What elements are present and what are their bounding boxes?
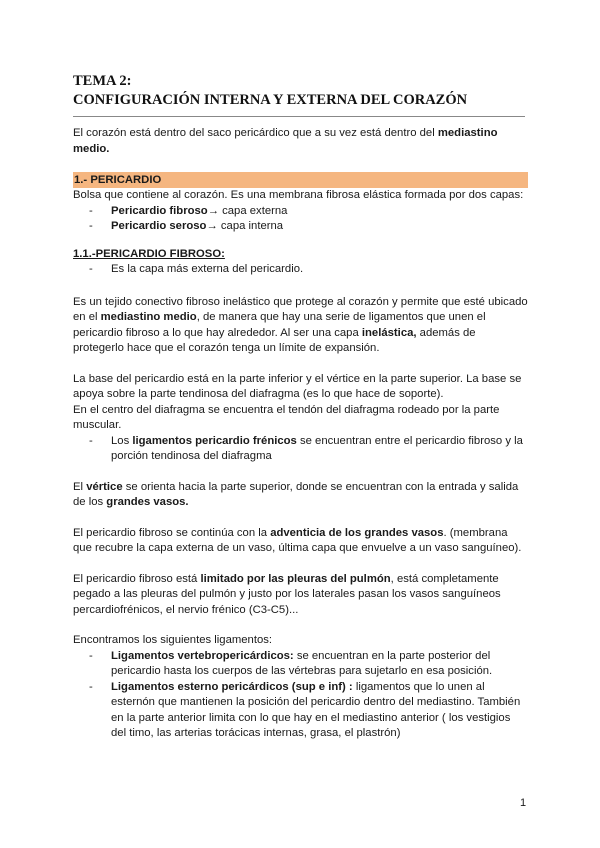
section-heading-pericardio: 1.- PERICARDIO (73, 172, 528, 188)
document-page (73, 72, 528, 742)
paragraph-tendon-diafragma: En el centro del diafragma se encuentra el tendón del diafragma rodeado por la parte muscular. (73, 403, 500, 431)
intro-paragraph: El corazón está dentro del saco pericárdico que a su vez está dentro del mediastino medio. (73, 127, 498, 155)
title-rule (73, 116, 525, 117)
pericardio-layers-list (73, 204, 528, 235)
ligamentos-list (73, 649, 528, 742)
title-line-2: CONFIGURACIÓN INTERNA Y EXTERNA DEL CORAZÓN (73, 92, 468, 108)
list-item: - Pericardio seroso→ capa interna (73, 219, 528, 235)
paragraph-ligamentos-intro: Encontramos los siguientes ligamentos: (73, 634, 273, 646)
paragraph-vertice: El vértice se orienta hacia la parte superior, donde se encuentran con la entrada y salida de los grandes vasos. (73, 480, 519, 508)
paragraph-adventicia: El pericardio fibroso se continúa con la adventicia de los grandes vasos. (membrana que recubre la capa externa de un vaso, última capa que envuelve a un vaso sanguíneo). (73, 526, 522, 554)
paragraph-pleuras: El pericardio fibroso está limitado por las pleuras del pulmón, está completamente pegado a las pleuras del pulmón y justo por los laterales pasan los vasos sanguíneos percardiofrénicos, el nervio frénico (C3-C5)... (73, 572, 501, 616)
pericardio-description: Bolsa que contiene al corazón. Es una membrana fibrosa elástica formada por dos capas: (73, 189, 524, 201)
paragraph-base-pericardio: La base del pericardio está en la parte inferior y el vértice en la parte superior. La base se apoya sobre la parte tendinosa del diafragma (es lo que hace de soporte). (73, 372, 522, 400)
pericardio-fibroso-list (73, 262, 528, 278)
title-line-1: TEMA 2: (73, 73, 132, 89)
paragraph-tejido-conectivo: Es un tejido conectivo fibroso inelástico que protege al corazón y permite que esté ubicado en el mediastino medio, de manera que hay una serie de ligamentos que unen el pericardio fibroso a lo que hay alrededor. Al ser una capa inelástica, además de protegerlo hace que el corazón tenga un límite de expansión. (73, 295, 528, 354)
ligamentos-frenicos-list (73, 434, 528, 465)
page-number: 1 (520, 797, 527, 809)
subsection-heading-pericardio-fibroso: 1.1.-PERICARDIO FIBROSO: (73, 247, 225, 260)
document-title (73, 72, 528, 110)
list-item: - Los ligamentos pericardio frénicos se encuentran entre el pericardio fibroso y la porción tendinosa del diafragma (73, 434, 528, 465)
list-item: - Ligamentos vertebropericárdicos: se encuentran en la parte posterior del pericardio hasta los cuerpos de las vértebras para sujetarlo en esa posición. (73, 649, 528, 680)
list-item: - Ligamentos esterno pericárdicos (sup e inf) : ligamentos que lo unen al esternón que mantienen la posición del pericardio dentro del mediastino. También en la parte anterior limita con lo que hay en el mediastino anterior ( los vestigios del timo, las arterias torácicas internas, grasa, el plastrón) (73, 680, 528, 742)
list-item: - Es la capa más externa del pericardio. (73, 262, 528, 278)
list-item: - Pericardio fibroso→ capa externa (73, 204, 528, 220)
